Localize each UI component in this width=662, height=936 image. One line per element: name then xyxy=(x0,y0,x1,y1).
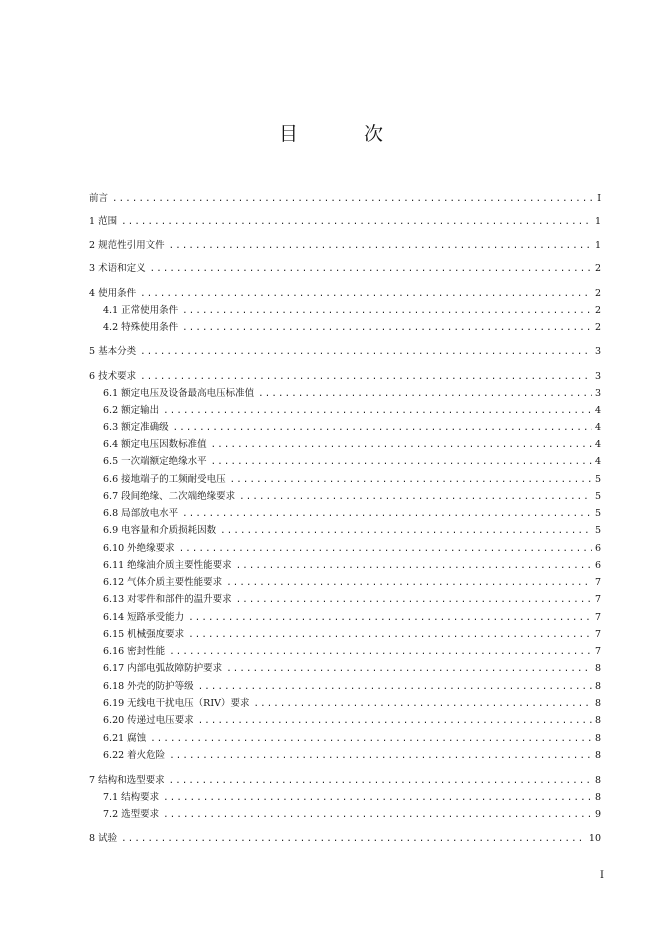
toc-leader-dots xyxy=(236,559,592,573)
toc-entry-label: 6.7 段间绝缘、二次端绝缘要求 xyxy=(103,491,236,502)
toc-entry-label: 6.11 绝缘油介质主要性能要求 xyxy=(103,560,232,571)
toc-entry-page: 7 xyxy=(594,646,601,657)
toc-entry-page: 2 xyxy=(594,288,601,299)
toc-entry[interactable] xyxy=(103,524,601,538)
toc-entry[interactable] xyxy=(89,832,601,846)
toc-leader-dots xyxy=(182,507,592,521)
toc-leader-dots xyxy=(112,192,594,206)
toc-entry[interactable] xyxy=(103,542,601,556)
toc-leader-dots xyxy=(140,345,592,359)
toc-entry-page: 10 xyxy=(588,833,601,844)
toc-entry[interactable] xyxy=(103,387,601,401)
toc-entry[interactable] xyxy=(103,749,601,763)
toc-entry[interactable] xyxy=(103,421,601,435)
toc-leader-dots xyxy=(253,697,592,711)
toc-entry-page: 9 xyxy=(594,809,601,820)
toc-entry-label: 6.10 外绝缘要求 xyxy=(103,543,175,554)
toc-leader-dots xyxy=(121,215,592,229)
toc-entry[interactable] xyxy=(89,370,601,384)
toc-entry-page: Ⅰ xyxy=(597,193,601,204)
toc-leader-dots xyxy=(163,404,592,418)
toc-entry-label: 6.16 密封性能 xyxy=(103,646,166,657)
toc-leader-dots xyxy=(211,455,592,469)
toc-leader-dots xyxy=(163,791,592,805)
toc-entry[interactable] xyxy=(89,239,601,253)
toc-entry[interactable] xyxy=(103,559,601,573)
toc-entry[interactable] xyxy=(89,262,601,276)
toc-entry[interactable] xyxy=(103,611,601,625)
toc-entry-label: 2 规范性引用文件 xyxy=(89,240,165,251)
toc-entry-page: 1 xyxy=(594,216,601,227)
toc-entry-label: 5 基本分类 xyxy=(89,346,137,357)
toc-entry[interactable] xyxy=(103,628,601,642)
toc-entry[interactable] xyxy=(103,680,601,694)
toc-entry[interactable] xyxy=(89,345,601,359)
toc-entry[interactable] xyxy=(103,662,601,676)
toc-entry-label: 6.22 着火危险 xyxy=(103,750,166,761)
toc-entry-label: 1 范围 xyxy=(89,216,118,227)
toc-entry[interactable] xyxy=(103,404,601,418)
toc-entry-page: 6 xyxy=(594,543,601,554)
toc-entry-label: 6.18 外壳的防护等级 xyxy=(103,681,194,692)
toc-entry-page: 8 xyxy=(594,698,601,709)
toc-entry[interactable] xyxy=(103,645,601,659)
toc-entry-label: 6.15 机械强度要求 xyxy=(103,629,185,640)
toc-entry-page: 8 xyxy=(594,715,601,726)
toc-entry-label: 6.13 对零件和部件的温升要求 xyxy=(103,594,232,605)
toc-entry-label: 4 使用条件 xyxy=(89,288,137,299)
toc-entry-page: 6 xyxy=(594,560,601,571)
toc-entry-page: 8 xyxy=(594,750,601,761)
toc-entry-label: 6.1 额定电压及设备最高电压标准值 xyxy=(103,388,255,399)
toc-entry-page: 7 xyxy=(594,612,601,623)
toc-entry-page: 8 xyxy=(594,663,601,674)
toc-entry[interactable] xyxy=(103,576,601,590)
toc-leader-dots xyxy=(182,304,592,318)
toc-entry-page: 5 xyxy=(594,525,601,536)
toc-entry-label: 6.14 短路承受能力 xyxy=(103,612,185,623)
toc-leader-dots xyxy=(198,714,592,728)
toc-leader-dots xyxy=(182,321,592,335)
toc-entry[interactable] xyxy=(103,473,601,487)
toc-entry-label: 3 术语和定义 xyxy=(89,263,146,274)
toc-entry[interactable] xyxy=(103,304,601,318)
toc-entry-page: 5 xyxy=(594,508,601,519)
toc-entry[interactable] xyxy=(89,215,601,229)
toc-entry-label: 4.2 特殊使用条件 xyxy=(103,322,179,333)
toc-entry-page: 8 xyxy=(594,775,601,786)
toc-entry[interactable] xyxy=(103,808,601,822)
toc-entry[interactable] xyxy=(103,438,601,452)
toc-entry-page: 2 xyxy=(594,305,601,316)
toc-leader-dots xyxy=(140,370,592,384)
toc-entry-page: 7 xyxy=(594,629,601,640)
toc-entry-page: 3 xyxy=(594,388,601,399)
toc-entry-label: 7 结构和选型要求 xyxy=(89,775,165,786)
toc-entry-label: 6.2 额定输出 xyxy=(103,405,160,416)
toc-entry[interactable] xyxy=(103,732,601,746)
toc-entry[interactable] xyxy=(103,490,601,504)
toc-leader-dots xyxy=(239,490,592,504)
toc-entry-label: 6.4 额定电压因数标准值 xyxy=(103,439,207,450)
toc-entry-label: 6.9 电容量和介质损耗因数 xyxy=(103,525,217,536)
toc-entry[interactable] xyxy=(103,697,601,711)
toc-entry-page: 7 xyxy=(594,594,601,605)
toc-entry-label: 6.20 传递过电压要求 xyxy=(103,715,194,726)
toc-entry-page: 5 xyxy=(594,474,601,485)
toc-leader-dots xyxy=(179,542,592,556)
toc-entry-page: 7 xyxy=(594,577,601,588)
toc-entry-page: 2 xyxy=(594,263,601,274)
toc-entry-page: 1 xyxy=(594,240,601,251)
toc-entry[interactable] xyxy=(89,774,601,788)
toc-leader-dots xyxy=(188,628,592,642)
toc-entry-label: 6.3 额定准确级 xyxy=(103,422,169,433)
toc-entry[interactable] xyxy=(103,791,601,805)
page-title: 目 次 xyxy=(278,123,414,145)
toc-entry-page: 5 xyxy=(594,491,601,502)
toc-entry[interactable] xyxy=(103,593,601,607)
toc-leader-dots xyxy=(173,421,592,435)
toc-entry-page: 4 xyxy=(594,422,601,433)
toc-leader-dots xyxy=(236,593,592,607)
toc-entry-page: 8 xyxy=(594,733,601,744)
toc-entry-label: 6.8 局部放电水平 xyxy=(103,508,179,519)
toc-leader-dots xyxy=(163,808,592,822)
toc-entry-page: 4 xyxy=(594,439,601,450)
toc-entry-label: 6.6 接地端子的工频耐受电压 xyxy=(103,474,226,485)
toc-entry-page: 8 xyxy=(594,792,601,803)
toc-entry-label: 前言 xyxy=(89,193,109,204)
toc-entry[interactable] xyxy=(103,507,601,521)
toc-entry-page: 4 xyxy=(594,456,601,467)
toc-leader-dots xyxy=(169,774,592,788)
toc-leader-dots xyxy=(198,680,592,694)
toc-leader-dots xyxy=(226,662,592,676)
toc-leader-dots xyxy=(258,387,592,401)
toc-entry[interactable] xyxy=(103,455,601,469)
toc-entry-label: 7.2 选型要求 xyxy=(103,809,160,820)
toc-leader-dots xyxy=(169,239,592,253)
toc-leader-dots xyxy=(188,611,592,625)
toc-entry-label: 8 试验 xyxy=(89,833,118,844)
toc-entry-page: 2 xyxy=(594,322,601,333)
toc-leader-dots xyxy=(220,524,592,538)
toc-entry-label: 6 技术要求 xyxy=(89,371,137,382)
toc-entry[interactable] xyxy=(103,714,601,728)
toc-entry[interactable] xyxy=(103,321,601,335)
toc-leader-dots xyxy=(150,262,592,276)
toc-entry-page: 4 xyxy=(594,405,601,416)
toc-entry-page: 8 xyxy=(594,681,601,692)
toc-entry-label: 4.1 正常使用条件 xyxy=(103,305,179,316)
toc-entry[interactable] xyxy=(89,192,601,206)
toc-entry-label: 6.17 内部电弧故障防护要求 xyxy=(103,663,223,674)
toc-entry-page: 3 xyxy=(594,346,601,357)
toc-entry-page: 3 xyxy=(594,371,601,382)
toc-leader-dots xyxy=(140,287,592,301)
toc-entry-label: 7.1 结构要求 xyxy=(103,792,160,803)
toc-entry-label: 6.12 气体介质主要性能要求 xyxy=(103,577,223,588)
toc-entry-label: 6.19 无线电干扰电压（RIV）要求 xyxy=(103,698,250,709)
toc-leader-dots xyxy=(121,832,586,846)
toc-entry[interactable] xyxy=(89,287,601,301)
toc-leader-dots xyxy=(230,473,592,487)
toc-entry-label: 6.5 一次端额定绝缘水平 xyxy=(103,456,207,467)
toc-entry-label: 6.21 腐蚀 xyxy=(103,733,147,744)
toc-leader-dots xyxy=(169,645,592,659)
toc-leader-dots xyxy=(226,576,592,590)
toc-leader-dots xyxy=(169,749,592,763)
toc-leader-dots xyxy=(211,438,592,452)
toc-leader-dots xyxy=(150,732,592,746)
page-number: I xyxy=(600,870,604,881)
